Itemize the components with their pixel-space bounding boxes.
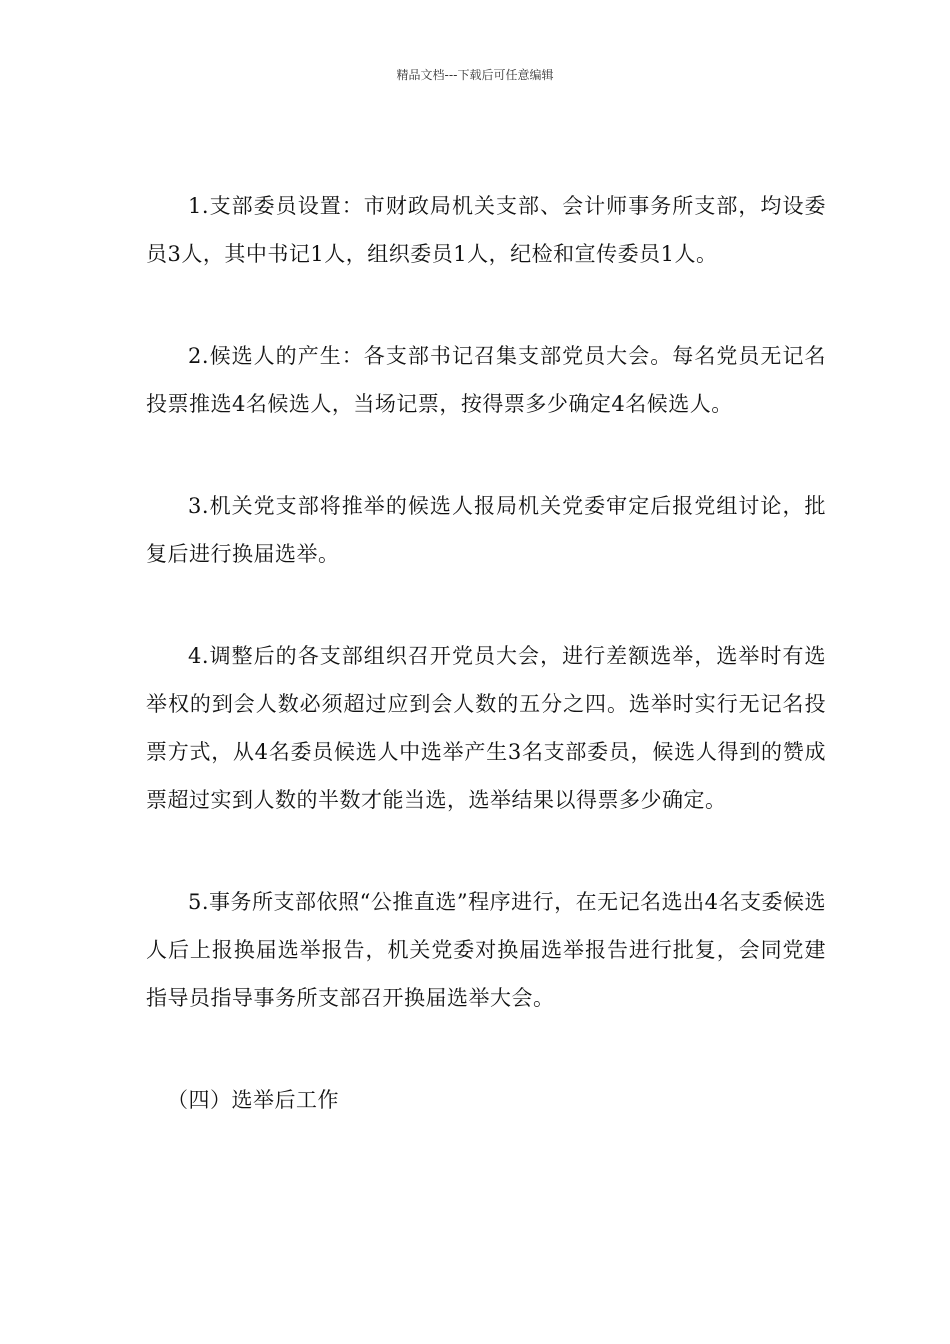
paragraph-candidate-selection: 2.候选人的产生：各支部书记召集支部党员大会。每名党员无记名投票推选4名候选人，当场记票，按得票多少确定4名候选人。 (146, 344, 826, 416)
document-body (146, 182, 826, 1124)
page-header: 精品文档---下载后可任意编辑 (396, 68, 554, 82)
paragraph-election-rules: 4.调整后的各支部组织召开党员大会，进行差额选举，选举时有选举权的到会人数必须超过应到会人数的五分之四。选举时实行无记名投票方式，从4名委员候选人中选举产生3名支部委员，候选人得到的赞成票超过实到人数的半数才能当选，选举结果以得票多少确定。 (146, 644, 826, 812)
paragraph-committee-setup: 1.支部委员设置：市财政局机关支部、会计师事务所支部，均设委员3人，其中书记1人，组织委员1人，纪检和宣传委员1人。 (146, 194, 826, 266)
section-heading-post-election: （四）选举后工作 (167, 1088, 339, 1112)
paragraph-party-review: 3.机关党支部将推举的候选人报局机关党委审定后报党组讨论，批复后进行换届选举。 (146, 494, 826, 566)
paragraph-firm-branch-election: 5.事务所支部依照“公推直选”程序进行，在无记名选出4名支委候选人后上报换届选举报告，机关党委对换届选举报告进行批复，会同党建指导员指导事务所支部召开换届选举大会。 (146, 890, 826, 1010)
